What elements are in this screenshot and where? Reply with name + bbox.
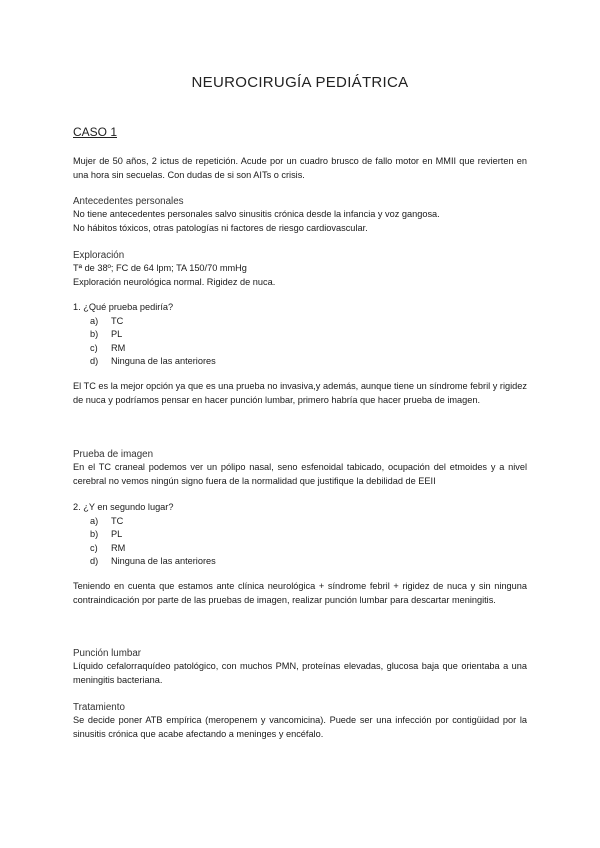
question-2 bbox=[73, 501, 527, 569]
tratamiento-heading: Tratamiento bbox=[73, 702, 125, 713]
exploracion-section bbox=[73, 249, 527, 289]
option-item: b) PL bbox=[90, 329, 123, 340]
option-item: d) Ninguna de las anteriores bbox=[90, 356, 216, 367]
tratamiento-section bbox=[73, 701, 527, 741]
exploracion-heading: Exploración bbox=[73, 250, 125, 261]
question-2-text: 2. ¿Y en segundo lugar? bbox=[73, 502, 174, 512]
option-item: c) RM bbox=[90, 342, 126, 353]
question-1-text: 1. ¿Qué prueba pediría? bbox=[73, 302, 174, 312]
question-1-options bbox=[73, 315, 527, 369]
option-item: a) TC bbox=[90, 515, 124, 526]
prueba-imagen-text: En el TC craneal podemos ver un pólipo nasal, seno esfenoidal tabicado, ocupación del etmoides y a nivel cerebral no vemos ningún signo fuera de la normalidad que justifique la debilidad de EEII bbox=[73, 462, 527, 486]
answer-1-paragraph: El TC es la mejor opción ya que es una prueba no invasiva,y además, aunque tiene un síndrome febril y rigidez de nuca y podríamos pensar en hacer punción lumbar, primero habría que hacer prueba de imagen. bbox=[73, 381, 527, 405]
question-2-options bbox=[73, 515, 527, 569]
puncion-text: Líquido cefalorraquídeo patológico, con muchos PMN, proteínas elevadas, glucosa baja que orientaba a una meningitis bacteriana. bbox=[73, 661, 527, 685]
option-item: a) TC bbox=[90, 315, 124, 326]
puncion-section bbox=[73, 647, 527, 687]
case-title: CASO 1 bbox=[73, 125, 118, 139]
prueba-imagen-section bbox=[73, 448, 527, 488]
antecedentes-line: No tiene antecedentes personales salvo sinusitis crónica desde la infancia y voz gangosa. bbox=[73, 209, 440, 219]
exploracion-line: Tª de 38º; FC de 64 lpm; TA 150/70 mmHg bbox=[73, 263, 247, 273]
tratamiento-text: Se decide poner ATB empírica (meropenem y vancomicina). Puede ser una infección por contigüidad por la sinusitis crónica que acabe afectando a meninges y encéfalo. bbox=[73, 715, 527, 739]
option-item: d) Ninguna de las anteriores bbox=[90, 556, 216, 567]
prueba-imagen-heading: Prueba de imagen bbox=[73, 449, 154, 460]
option-item: b) PL bbox=[90, 529, 123, 540]
answer-2-paragraph: Teniendo en cuenta que estamos ante clínica neurológica + síndrome febril + rigidez de nuca y sin ninguna contraindicación por parte de las pruebas de imagen, realizar punción lumbar para descartar meningitis. bbox=[73, 581, 527, 605]
exploracion-line: Exploración neurológica normal. Rigidez de nuca. bbox=[73, 276, 276, 287]
page-title: NEUROCIRUGÍA PEDIÁTRICA bbox=[191, 74, 409, 91]
antecedentes-line: No hábitos tóxicos, otras patologías ni factores de riesgo cardiovascular. bbox=[73, 222, 368, 233]
puncion-heading: Punción lumbar bbox=[73, 648, 142, 659]
intro-paragraph: Mujer de 50 años, 2 ictus de repetición. Acude por un cuadro brusco de fallo motor en MMII que revierten en una hora sin secuelas. Con dudas de si son AITs o crisis. bbox=[73, 156, 527, 180]
antecedentes-section bbox=[73, 195, 527, 235]
question-1 bbox=[73, 301, 527, 369]
option-item: c) RM bbox=[90, 542, 126, 553]
antecedentes-heading: Antecedentes personales bbox=[73, 196, 184, 207]
